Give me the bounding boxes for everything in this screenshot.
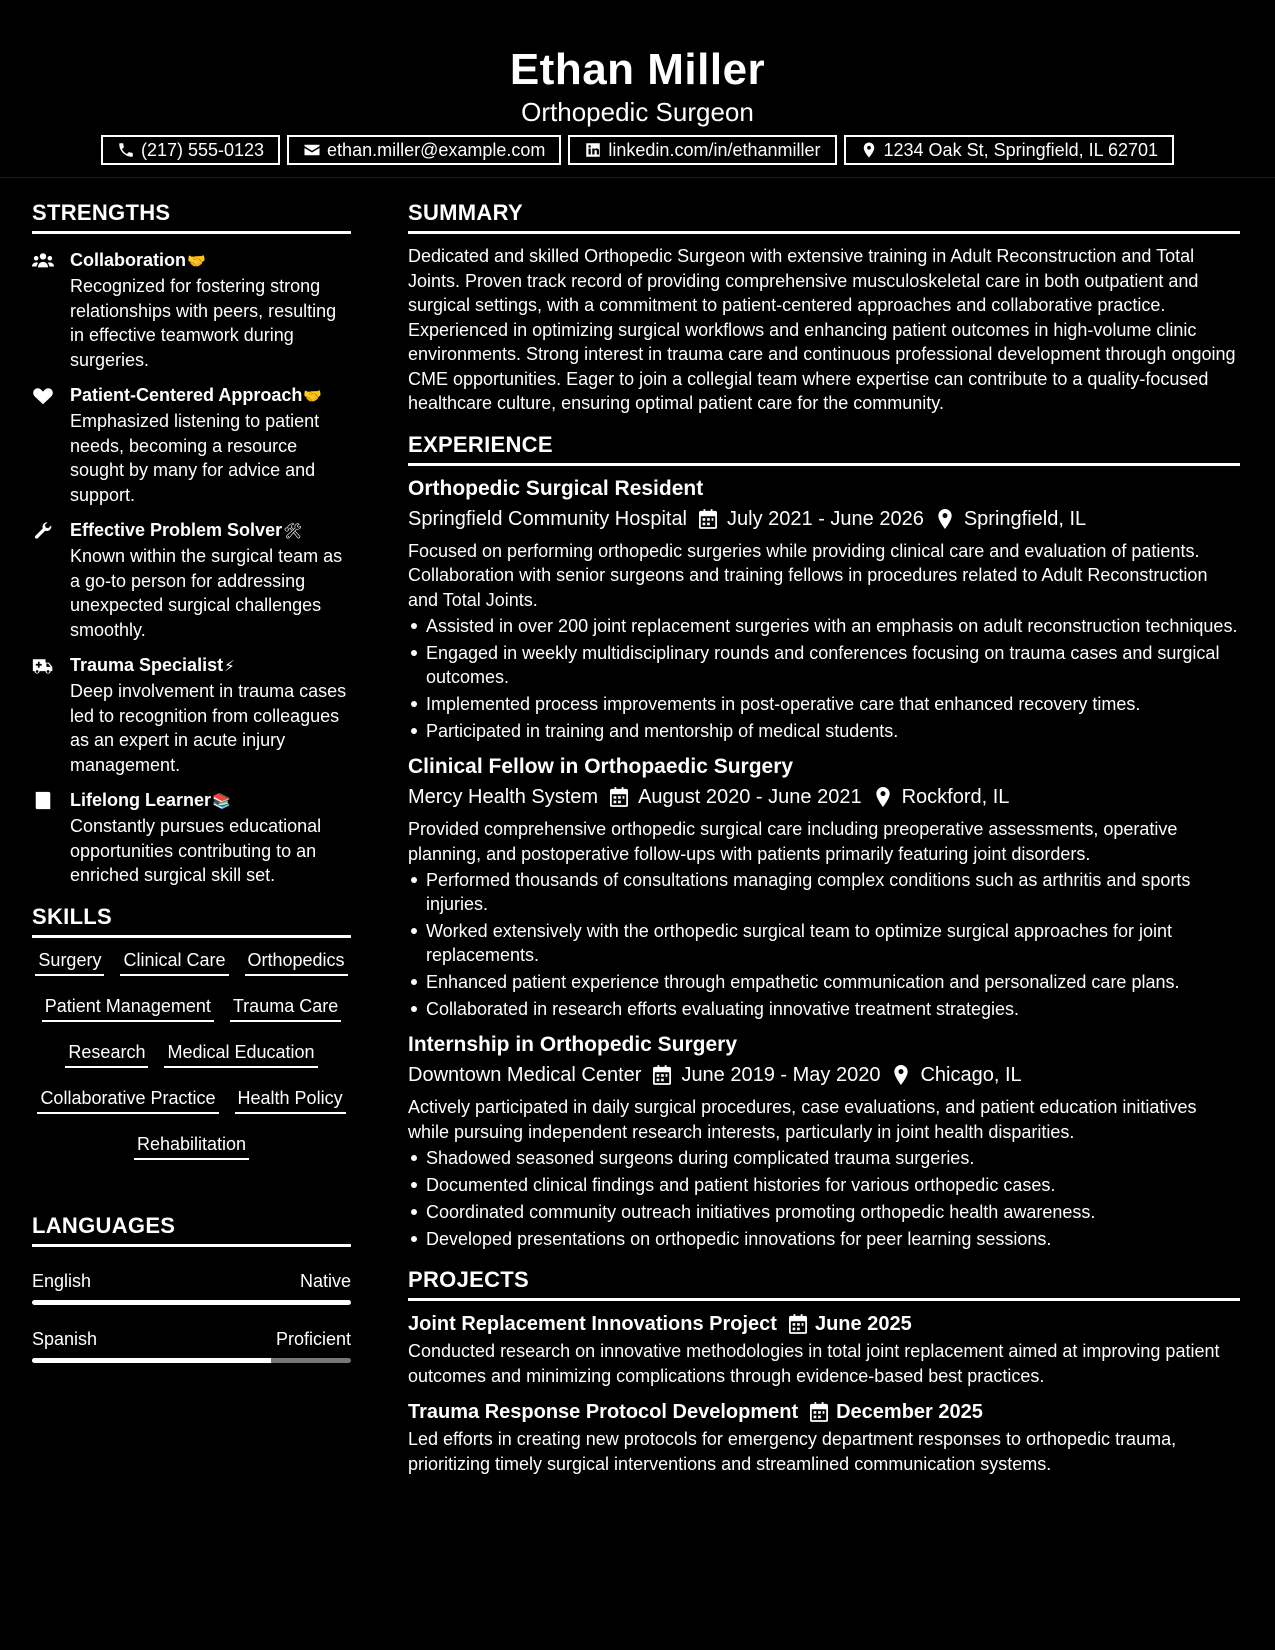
contact-linkedin[interactable] <box>568 135 836 165</box>
calendar-icon <box>699 509 717 529</box>
job-organization: Mercy Health System <box>408 786 599 808</box>
users-icon <box>32 251 54 271</box>
handshake-icon: 🤝 <box>187 253 206 270</box>
language-proficiency-fill <box>32 1300 351 1305</box>
language-level: Proficient <box>275 1328 351 1349</box>
strength-title: Patient-Centered Approach <box>70 385 303 405</box>
list-item: Shadowed seasoned surgeons during complicated trauma surgeries. <box>408 1146 1240 1170</box>
list-item: Implemented process improvements in post-operative care that enhanced recovery times. <box>408 692 1240 716</box>
list-item: Enhanced patient experience through empathetic communication and personalized care plans. <box>408 970 1240 994</box>
strength-title: Effective Problem Solver <box>70 520 283 540</box>
linkedin-icon <box>584 141 602 159</box>
tools-icon: 🛠 <box>283 523 303 540</box>
skills-list <box>32 948 351 1178</box>
languages-heading: LANGUAGES <box>32 1211 351 1247</box>
calendar-icon <box>789 1314 807 1334</box>
skill-tag: Surgery <box>35 948 104 976</box>
strength-item <box>32 383 351 507</box>
job-title: Orthopedic Surgical Resident <box>408 476 704 500</box>
project-title: Trauma Response Protocol Development <box>408 1401 799 1423</box>
book-icon <box>32 791 54 811</box>
job-dates: August 2020 - June 2021 <box>638 786 862 808</box>
wrench-icon <box>32 521 54 541</box>
language-item <box>32 1269 351 1305</box>
list-item: Worked extensively with the orthopedic surgical team to optimize surgical approaches for joint replacements. <box>408 919 1240 967</box>
strength-item <box>32 518 351 642</box>
strengths-list <box>32 248 351 888</box>
job-achievements <box>408 1146 1240 1251</box>
skill-tag: Clinical Care <box>120 948 228 976</box>
strength-description: Constantly pursues educational opportunities contributing to an enriched surgical skill set. <box>70 816 322 885</box>
contact-phone-text: (217) 555-0123 <box>140 139 265 160</box>
contact-linkedin-text: linkedin.com/in/ethanmiller <box>608 139 821 160</box>
contact-address-text: 1234 Oak St, Springfield, IL 62701 <box>883 139 1159 160</box>
strength-description: Deep involvement in trauma cases led to recognition from colleagues as an expert in acute injury management. <box>70 681 347 775</box>
map-pin-icon <box>860 141 878 159</box>
contact-address[interactable] <box>844 135 1175 165</box>
strength-title: Collaboration <box>70 250 186 270</box>
books-icon: 📚 <box>212 793 231 810</box>
project-date: June 2025 <box>814 1313 912 1335</box>
strength-title: Lifelong Learner <box>70 790 212 810</box>
language-name: Spanish <box>32 1328 98 1349</box>
contact-phone[interactable] <box>101 135 280 165</box>
list-item: Performed thousands of consultations managing complex conditions such as arthritis and sports injuries. <box>408 868 1240 916</box>
job-achievements <box>408 614 1240 743</box>
skill-tag: Trauma Care <box>230 994 341 1022</box>
skill-tag: Research <box>65 1040 148 1068</box>
contact-email[interactable] <box>287 135 561 165</box>
job-dates: July 2021 - June 2026 <box>727 507 924 530</box>
lightning-icon: ⚡ <box>224 658 235 675</box>
envelope-icon <box>303 141 321 159</box>
strength-item <box>32 788 351 888</box>
map-pin-icon <box>892 1065 910 1085</box>
job-entry <box>408 753 1240 1021</box>
project-description: Led efforts in creating new protocols for emergency department responses to orthopedic trauma, prioritizing timely surgical interventions and streamlined communication systems. <box>408 1429 1177 1474</box>
language-item <box>32 1327 351 1363</box>
skill-tag: Rehabilitation <box>134 1132 249 1160</box>
list-item: Participated in training and mentorship of medical students. <box>408 719 1240 743</box>
contact-email-text: ethan.miller@example.com <box>327 139 546 160</box>
job-dates: June 2019 - May 2020 <box>681 1064 881 1086</box>
right-column <box>408 198 1240 1476</box>
project-description: Conducted research on innovative methodologies in total joint replacement aimed at improving patient outcomes and minimizing complications through evidence-based best practices. <box>408 1341 1220 1386</box>
list-item: Engaged in weekly multidisciplinary rounds and conferences focusing on trauma cases and surgical outcomes. <box>408 641 1240 689</box>
strength-item <box>32 248 351 372</box>
list-item: Collaborated in research efforts evaluating innovative treatment strategies. <box>408 997 1240 1021</box>
contact-bar <box>0 135 1275 165</box>
job-entry <box>408 475 1240 744</box>
calendar-icon <box>810 1402 828 1422</box>
skill-tag: Collaborative Practice <box>37 1086 218 1114</box>
strength-description: Recognized for fostering strong relationships with peers, resulting in effective teamwork during surgeries. <box>70 276 337 370</box>
summary-heading: SUMMARY <box>408 198 1240 234</box>
skill-tag: Medical Education <box>164 1040 317 1068</box>
resume-header <box>0 0 1275 178</box>
job-description: Provided comprehensive orthopedic surgical care including preoperative assessments, operative planning, and postoperative follow-ups with patients primarily featuring joint disorders. <box>408 819 1178 864</box>
strengths-heading: STRENGTHS <box>32 198 351 234</box>
list-item: Assisted in over 200 joint replacement surgeries with an emphasis on adult reconstruction techniques. <box>408 614 1240 638</box>
project-date: December 2025 <box>836 1401 983 1423</box>
language-proficiency-bar <box>32 1358 351 1363</box>
language-proficiency-bar <box>32 1300 351 1305</box>
job-description: Actively participated in daily surgical procedures, case evaluations, and patient education initiatives while pursuing independent research interests, particularly in joint health disparities. <box>408 1097 1197 1142</box>
job-location: Rockford, IL <box>901 786 1010 808</box>
calendar-icon <box>653 1065 671 1085</box>
language-level: Native <box>299 1270 351 1291</box>
heart-icon <box>32 386 54 406</box>
projects-heading: PROJECTS <box>408 1265 1240 1301</box>
project-entry <box>408 1310 1240 1388</box>
list-item: Documented clinical findings and patient histories for various orthopedic cases. <box>408 1173 1240 1197</box>
strength-item <box>32 653 351 777</box>
skill-tag: Patient Management <box>42 994 214 1022</box>
list-item: Developed presentations on orthopedic innovations for peer learning sessions. <box>408 1227 1240 1251</box>
list-item: Coordinated community outreach initiatives promoting orthopedic health awareness. <box>408 1200 1240 1224</box>
phone-icon <box>117 141 135 159</box>
ambulance-icon <box>32 656 54 676</box>
job-organization: Springfield Community Hospital <box>408 507 688 530</box>
map-pin-icon <box>874 787 892 807</box>
project-title: Joint Replacement Innovations Project <box>408 1313 777 1335</box>
job-location: Chicago, IL <box>920 1064 1022 1086</box>
left-column <box>32 198 351 1363</box>
map-pin-icon <box>936 509 954 529</box>
skill-tag: Health Policy <box>235 1086 346 1114</box>
calendar-icon <box>610 787 628 807</box>
job-location: Springfield, IL <box>963 507 1087 530</box>
job-title: Internship in Orthopedic Surgery <box>408 1033 738 1056</box>
skills-heading: SKILLS <box>32 902 351 938</box>
candidate-name: Ethan Miller <box>509 45 766 94</box>
language-name: English <box>32 1270 92 1291</box>
skill-tag: Orthopedics <box>245 948 348 976</box>
job-description: Focused on performing orthopedic surgeries while providing clinical care and evaluation of patients. Collaboration with senior surgeons and training fellows in procedures related to Adult Reconstruction and Total Joints. <box>408 540 1208 610</box>
strength-description: Emphasized listening to patient needs, becoming a resource sought by many for advice and support. <box>70 411 320 505</box>
project-entry <box>408 1398 1240 1476</box>
experience-heading: EXPERIENCE <box>408 430 1240 466</box>
summary-text: Dedicated and skilled Orthopedic Surgeon with extensive training in Adult Reconstruction and Total Joints. Proven track record of providing comprehensive musculoskeletal care in both outpatient and surgical settings, with a commitment to patient-centered approaches and collaborative practice. Experienced in optimizing surgical workflows and enhancing patient outcomes in high-volume clinic environments. Strong interest in trauma care and continuous professional development through ongoing CME opportunities. Eager to join a collegial team where expertise can contribute to a quality-focused healthcare culture, ensuring optimal patient care for the community. <box>408 246 1236 413</box>
job-title: Clinical Fellow in Orthopaedic Surgery <box>408 755 794 778</box>
candidate-title: Orthopedic Surgeon <box>521 97 754 127</box>
job-entry <box>408 1031 1240 1251</box>
strength-title: Trauma Specialist <box>70 655 224 675</box>
language-proficiency-fill <box>32 1358 271 1363</box>
job-achievements <box>408 868 1240 1021</box>
job-organization: Downtown Medical Center <box>408 1064 642 1086</box>
handshake-icon: 🤝 <box>303 388 323 405</box>
strength-description: Known within the surgical team as a go-to person for addressing unexpected surgical challenges smoothly. <box>70 546 343 640</box>
